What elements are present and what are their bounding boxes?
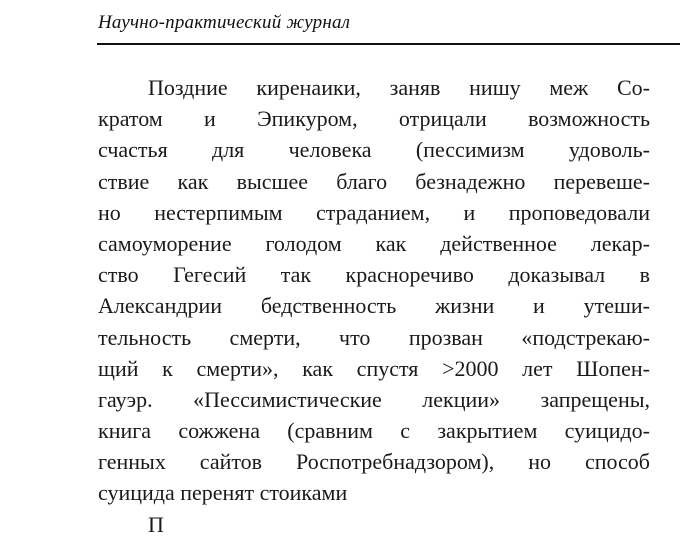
paragraph-line: тельность смерти, что прозван «подстрекаю-: [98, 324, 650, 350]
header-divider: [97, 43, 680, 45]
journal-header-title: Научно-практический журнал: [98, 12, 351, 33]
paragraph-line: щий к смерти», как спустя >2000 лет Шопен-: [98, 355, 650, 381]
paragraph-line: суицида перенят стоиками: [98, 480, 348, 506]
paragraph-line: гауэр. «Пессимистические лекции» запрещены,: [98, 386, 650, 412]
paragraph-line: кратом и Эпикуром, отрицали возможность: [98, 106, 650, 132]
paragraph-line: ствие как высшее благо безнадежно перевеше-: [98, 168, 650, 194]
next-paragraph-start: П: [148, 511, 164, 537]
paragraph-line: счастья для человека (пессимизм удоволь-: [98, 137, 650, 163]
paragraph-line: Поздние киренаики, заняв нишу меж Со-: [148, 75, 650, 100]
paragraph-line: генных сайтов Роспотребнадзором), но способ: [98, 449, 650, 475]
paragraph-line: Александрии бедственность жизни и утеши-: [98, 293, 650, 319]
paragraph-line: ство Гегесий так красноречиво доказывал в: [98, 262, 650, 288]
paragraph-line: книга сожжена (сравним с закрытием суицидо-: [98, 418, 650, 444]
paragraph-line: но нестерпимым страданием, и проповедовали: [98, 199, 650, 225]
body-paragraph: [98, 72, 650, 540]
paragraph-line: самоуморение голодом как действенное лекар-: [98, 230, 650, 256]
